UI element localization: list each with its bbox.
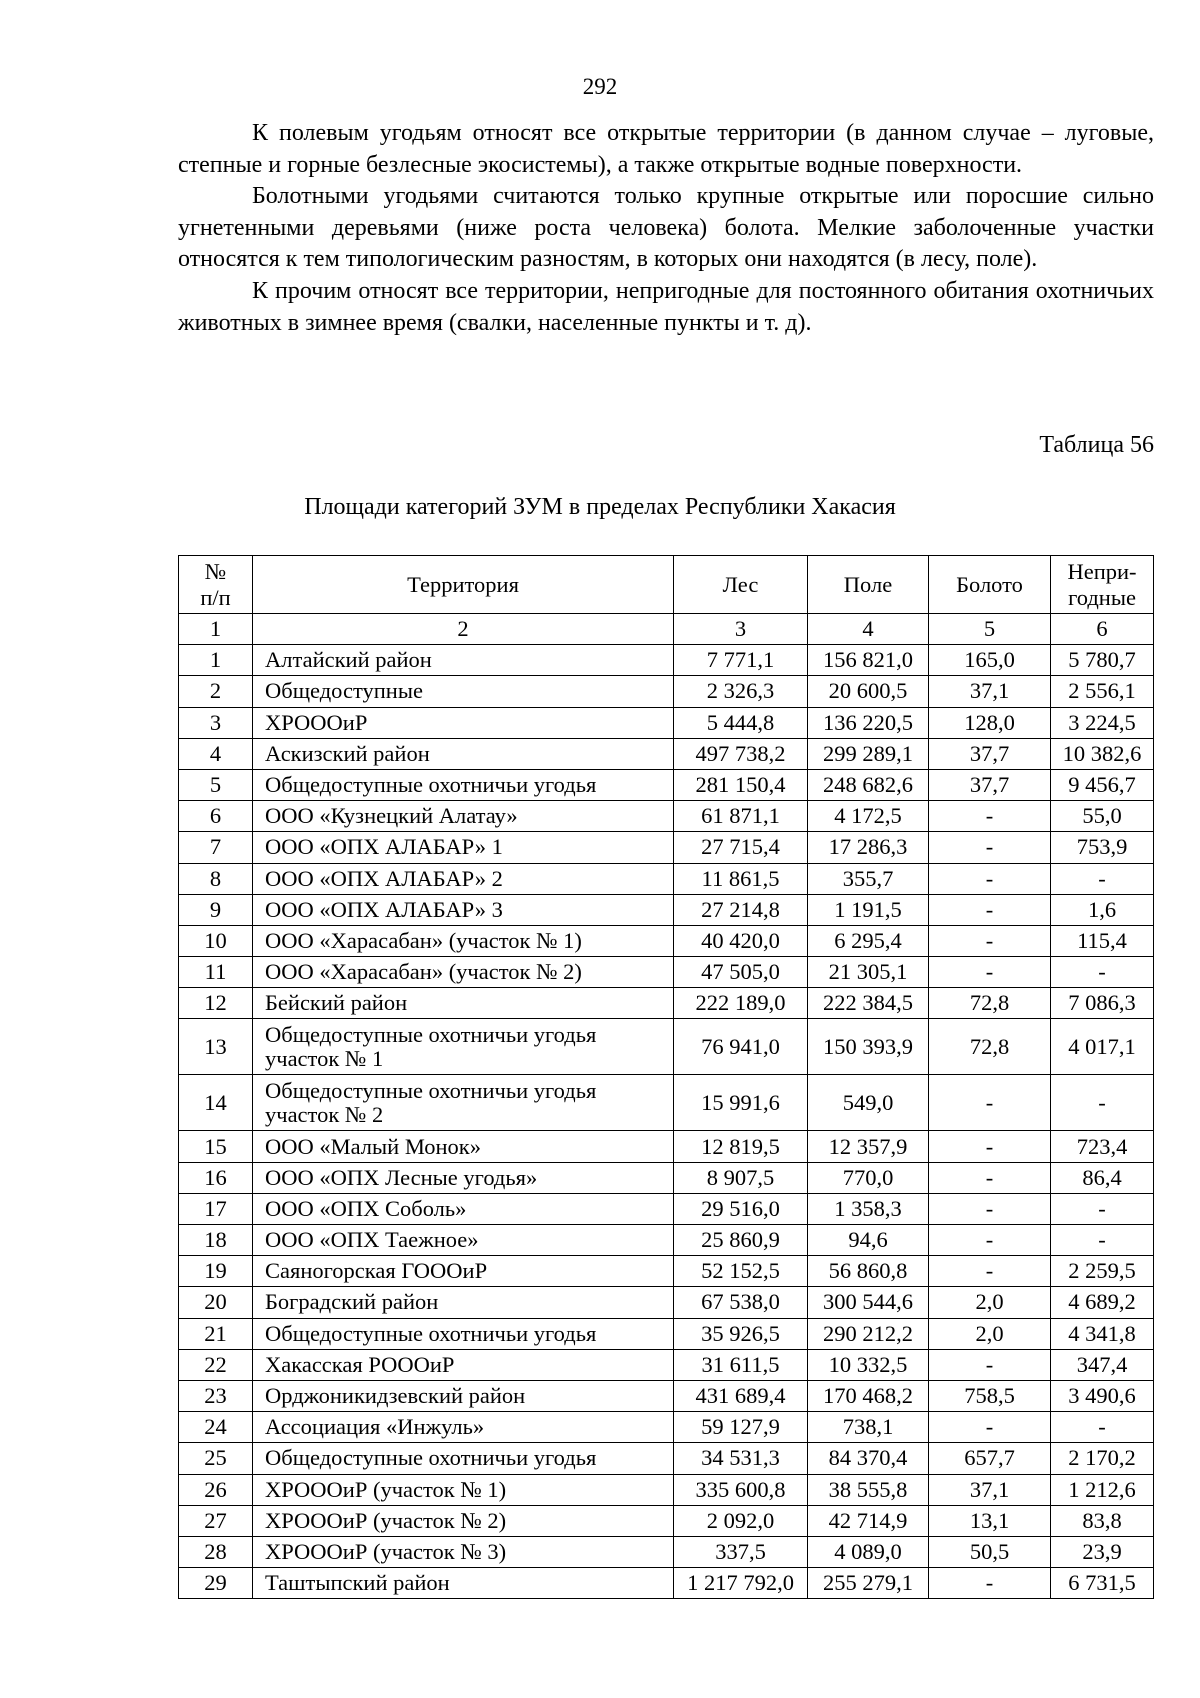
table-row	[179, 1075, 1154, 1131]
table-row	[179, 1536, 1154, 1567]
unsuitable-cell: 6 731,5	[1051, 1568, 1154, 1599]
swamp-cell: -	[929, 801, 1051, 832]
table-row	[179, 1505, 1154, 1536]
field-cell: 549,0	[808, 1075, 929, 1131]
table-row	[179, 1162, 1154, 1193]
table-row	[179, 988, 1154, 1019]
field-cell: 94,6	[808, 1225, 929, 1256]
row-number-cell: 22	[179, 1349, 253, 1380]
forest-cell: 337,5	[674, 1536, 808, 1567]
table-row	[179, 1568, 1154, 1599]
column-number: 4	[808, 614, 929, 645]
field-cell: 4 172,5	[808, 801, 929, 832]
unsuitable-cell: -	[1051, 957, 1154, 988]
territory-cell: ООО «ОПХ АЛАБАР» 2	[253, 863, 674, 894]
territory-cell: ООО «Харасабан» (участок № 2)	[253, 957, 674, 988]
swamp-cell: 758,5	[929, 1380, 1051, 1411]
unsuitable-cell: 55,0	[1051, 801, 1154, 832]
unsuitable-cell: 10 382,6	[1051, 738, 1154, 769]
swamp-cell: -	[929, 1131, 1051, 1162]
territory-cell: ООО «ОПХ АЛАБАР» 3	[253, 894, 674, 925]
swamp-cell: 37,1	[929, 1474, 1051, 1505]
territory-cell: ХРОООиР (участок № 3)	[253, 1536, 674, 1567]
field-cell: 21 305,1	[808, 957, 929, 988]
territory-cell: ХРОООиР	[253, 707, 674, 738]
row-number-cell: 19	[179, 1256, 253, 1287]
field-cell: 136 220,5	[808, 707, 929, 738]
table-row	[179, 707, 1154, 738]
unsuitable-cell: 7 086,3	[1051, 988, 1154, 1019]
table-row	[179, 1225, 1154, 1256]
territory-cell: ООО «ОПХ АЛАБАР» 1	[253, 832, 674, 863]
row-number-cell: 14	[179, 1075, 253, 1131]
unsuitable-cell: -	[1051, 1193, 1154, 1224]
row-number-cell: 23	[179, 1380, 253, 1411]
swamp-cell: 37,7	[929, 769, 1051, 800]
unsuitable-cell: 115,4	[1051, 925, 1154, 956]
field-cell: 290 212,2	[808, 1318, 929, 1349]
table-row	[179, 1019, 1154, 1075]
unsuitable-cell: 3 490,6	[1051, 1380, 1154, 1411]
forest-cell: 335 600,8	[674, 1474, 808, 1505]
field-cell: 20 600,5	[808, 676, 929, 707]
swamp-cell: -	[929, 1162, 1051, 1193]
territory-cell: Таштыпский район	[253, 1568, 674, 1599]
swamp-cell: 72,8	[929, 988, 1051, 1019]
table-row	[179, 1349, 1154, 1380]
forest-cell: 12 819,5	[674, 1131, 808, 1162]
body-text	[178, 118, 1154, 339]
row-number-cell: 26	[179, 1474, 253, 1505]
field-cell: 770,0	[808, 1162, 929, 1193]
swamp-cell: 72,8	[929, 1019, 1051, 1075]
swamp-cell: -	[929, 863, 1051, 894]
forest-cell: 431 689,4	[674, 1380, 808, 1411]
forest-cell: 35 926,5	[674, 1318, 808, 1349]
swamp-cell: -	[929, 1225, 1051, 1256]
territory-cell: Общедоступные	[253, 676, 674, 707]
territory-cell: ХРОООиР (участок № 2)	[253, 1505, 674, 1536]
paragraph: Болотными угодьями считаются только крупные открытые или поросшие сильно угнетенными деревьями (ниже роста человека) болота. Мелкие заболоченные участки относятся к тем типологическим разностям, в которых они находятся (в лесу, поле).	[178, 183, 1154, 273]
field-cell: 56 860,8	[808, 1256, 929, 1287]
table-row	[179, 1412, 1154, 1443]
field-cell: 355,7	[808, 863, 929, 894]
unsuitable-cell: 2 170,2	[1051, 1443, 1154, 1474]
territory-cell: Бейский район	[253, 988, 674, 1019]
forest-cell: 27 214,8	[674, 894, 808, 925]
header-number	[179, 556, 253, 614]
territory-cell: Саяногорская ГОООиР	[253, 1256, 674, 1287]
swamp-cell: 165,0	[929, 645, 1051, 676]
field-cell: 150 393,9	[808, 1019, 929, 1075]
unsuitable-cell: 1 212,6	[1051, 1474, 1154, 1505]
column-number: 5	[929, 614, 1051, 645]
field-cell: 1 358,3	[808, 1193, 929, 1224]
swamp-cell: -	[929, 1075, 1051, 1131]
table-row	[179, 738, 1154, 769]
header-forest: Лес	[674, 556, 808, 614]
forest-cell: 5 444,8	[674, 707, 808, 738]
row-number-cell: 12	[179, 988, 253, 1019]
row-number-cell: 7	[179, 832, 253, 863]
field-cell: 248 682,6	[808, 769, 929, 800]
table-row	[179, 1131, 1154, 1162]
table-row	[179, 1318, 1154, 1349]
row-number-cell: 17	[179, 1193, 253, 1224]
forest-cell: 15 991,6	[674, 1075, 808, 1131]
table-row	[179, 957, 1154, 988]
unsuitable-cell: 2 556,1	[1051, 676, 1154, 707]
column-number-row	[179, 614, 1154, 645]
unsuitable-cell: 723,4	[1051, 1131, 1154, 1162]
unsuitable-cell: 83,8	[1051, 1505, 1154, 1536]
forest-cell: 40 420,0	[674, 925, 808, 956]
unsuitable-cell: 4 689,2	[1051, 1287, 1154, 1318]
table-row	[179, 1287, 1154, 1318]
column-number: 3	[674, 614, 808, 645]
header-number-line-1: №	[204, 558, 227, 584]
column-number: 2	[253, 614, 674, 645]
field-cell: 299 289,1	[808, 738, 929, 769]
forest-cell: 52 152,5	[674, 1256, 808, 1287]
territory-cell: ООО «Харасабан» (участок № 1)	[253, 925, 674, 956]
unsuitable-cell: 23,9	[1051, 1536, 1154, 1567]
forest-cell: 47 505,0	[674, 957, 808, 988]
field-cell: 170 468,2	[808, 1380, 929, 1411]
unsuitable-cell: 753,9	[1051, 832, 1154, 863]
swamp-cell: 128,0	[929, 707, 1051, 738]
forest-cell: 31 611,5	[674, 1349, 808, 1380]
header-territory: Территория	[253, 556, 674, 614]
field-cell: 738,1	[808, 1412, 929, 1443]
forest-cell: 76 941,0	[674, 1019, 808, 1075]
forest-cell: 34 531,3	[674, 1443, 808, 1474]
swamp-cell: 50,5	[929, 1536, 1051, 1567]
header-unsuitable-line-2: годные	[1068, 584, 1136, 610]
territory-cell: ООО «ОПХ Соболь»	[253, 1193, 674, 1224]
territory-cell: ООО «Кузнецкий Алатау»	[253, 801, 674, 832]
row-number-cell: 18	[179, 1225, 253, 1256]
territory-cell: Ассоциация «Инжуль»	[253, 1412, 674, 1443]
row-number-cell: 4	[179, 738, 253, 769]
unsuitable-cell: 2 259,5	[1051, 1256, 1154, 1287]
territory-cell: Боградский район	[253, 1287, 674, 1318]
row-number-cell: 3	[179, 707, 253, 738]
unsuitable-cell: -	[1051, 1075, 1154, 1131]
field-cell: 1 191,5	[808, 894, 929, 925]
table-row	[179, 832, 1154, 863]
row-number-cell: 2	[179, 676, 253, 707]
territory-cell: Аскизский район	[253, 738, 674, 769]
row-number-cell: 5	[179, 769, 253, 800]
swamp-cell: -	[929, 1568, 1051, 1599]
forest-cell: 497 738,2	[674, 738, 808, 769]
swamp-cell: -	[929, 1349, 1051, 1380]
paragraph: К прочим относят все территории, непригодные для постоянного обитания охотничьих животных в зимнее время (свалки, населенные пункты и т. д).	[178, 277, 1154, 336]
swamp-cell: -	[929, 1193, 1051, 1224]
field-cell: 6 295,4	[808, 925, 929, 956]
row-number-cell: 21	[179, 1318, 253, 1349]
header-unsuitable	[1051, 556, 1154, 614]
table-row	[179, 1474, 1154, 1505]
territory-cell: ООО «ОПХ Таежное»	[253, 1225, 674, 1256]
table-row	[179, 1256, 1154, 1287]
forest-cell: 1 217 792,0	[674, 1568, 808, 1599]
table-row	[179, 1193, 1154, 1224]
row-number-cell: 27	[179, 1505, 253, 1536]
row-number-cell: 6	[179, 801, 253, 832]
swamp-cell: -	[929, 1256, 1051, 1287]
header-swamp: Болото	[929, 556, 1051, 614]
territory-cell: Алтайский район	[253, 645, 674, 676]
territory-cell: Общедоступные охотничьи угодья	[253, 1443, 674, 1474]
row-number-cell: 20	[179, 1287, 253, 1318]
unsuitable-cell: 1,6	[1051, 894, 1154, 925]
forest-cell: 25 860,9	[674, 1225, 808, 1256]
unsuitable-cell: 4 017,1	[1051, 1019, 1154, 1075]
territory-cell: ООО «ОПХ Лесные угодья»	[253, 1162, 674, 1193]
header-unsuitable-line-1: Непри-	[1067, 558, 1137, 584]
table-row	[179, 863, 1154, 894]
table-row	[179, 894, 1154, 925]
header-field: Поле	[808, 556, 929, 614]
field-cell: 156 821,0	[808, 645, 929, 676]
table-row	[179, 676, 1154, 707]
swamp-cell: 37,1	[929, 676, 1051, 707]
field-cell: 42 714,9	[808, 1505, 929, 1536]
forest-cell: 2 326,3	[674, 676, 808, 707]
table-row	[179, 645, 1154, 676]
forest-cell: 7 771,1	[674, 645, 808, 676]
forest-cell: 11 861,5	[674, 863, 808, 894]
table-row	[179, 925, 1154, 956]
swamp-cell: 2,0	[929, 1287, 1051, 1318]
forest-cell: 2 092,0	[674, 1505, 808, 1536]
field-cell: 222 384,5	[808, 988, 929, 1019]
field-cell: 300 544,6	[808, 1287, 929, 1318]
column-number: 1	[179, 614, 253, 645]
header-number-line-2: п/п	[200, 584, 231, 610]
row-number-cell: 25	[179, 1443, 253, 1474]
unsuitable-cell: 4 341,8	[1051, 1318, 1154, 1349]
unsuitable-cell: 5 780,7	[1051, 645, 1154, 676]
forest-cell: 61 871,1	[674, 801, 808, 832]
forest-cell: 222 189,0	[674, 988, 808, 1019]
row-number-cell: 1	[179, 645, 253, 676]
unsuitable-cell: -	[1051, 863, 1154, 894]
swamp-cell: 657,7	[929, 1443, 1051, 1474]
field-cell: 10 332,5	[808, 1349, 929, 1380]
table-title: Площади категорий ЗУМ в пределах Республики Хакасия	[304, 494, 896, 520]
field-cell: 17 286,3	[808, 832, 929, 863]
row-number-cell: 10	[179, 925, 253, 956]
row-number-cell: 16	[179, 1162, 253, 1193]
territory-cell: Общедоступные охотничьи угодья участок № 2	[253, 1075, 674, 1131]
unsuitable-cell: 3 224,5	[1051, 707, 1154, 738]
table-body	[179, 645, 1154, 1599]
paragraph: К полевым угодьям относят все открытые территории (в данном случае – луговые, степные и горные безлесные экосистемы), а также открытые водные поверхности.	[178, 120, 1154, 178]
territory-cell: Общедоступные охотничьи угодья	[253, 1318, 674, 1349]
unsuitable-cell: 347,4	[1051, 1349, 1154, 1380]
forest-cell: 281 150,4	[674, 769, 808, 800]
unsuitable-cell: 9 456,7	[1051, 769, 1154, 800]
field-cell: 4 089,0	[808, 1536, 929, 1567]
swamp-cell: 37,7	[929, 738, 1051, 769]
data-table	[178, 555, 1154, 1599]
table-number: Таблица 56	[1039, 432, 1154, 458]
table-row	[179, 1443, 1154, 1474]
territory-cell: Хакасская РОООиР	[253, 1349, 674, 1380]
field-cell: 255 279,1	[808, 1568, 929, 1599]
forest-cell: 29 516,0	[674, 1193, 808, 1224]
row-number-cell: 8	[179, 863, 253, 894]
forest-cell: 8 907,5	[674, 1162, 808, 1193]
territory-cell: Общедоступные охотничьи угодья	[253, 769, 674, 800]
row-number-cell: 24	[179, 1412, 253, 1443]
field-cell: 12 357,9	[808, 1131, 929, 1162]
territory-cell: ХРОООиР (участок № 1)	[253, 1474, 674, 1505]
row-number-cell: 9	[179, 894, 253, 925]
swamp-cell: -	[929, 1412, 1051, 1443]
row-number-cell: 29	[179, 1568, 253, 1599]
column-number: 6	[1051, 614, 1154, 645]
territory-cell: ООО «Малый Монок»	[253, 1131, 674, 1162]
unsuitable-cell: -	[1051, 1412, 1154, 1443]
page-number: 292	[582, 74, 618, 99]
territory-cell: Общедоступные охотничьи угодья участок № 1	[253, 1019, 674, 1075]
row-number-cell: 13	[179, 1019, 253, 1075]
swamp-cell: -	[929, 894, 1051, 925]
table-row	[179, 1380, 1154, 1411]
swamp-cell: 13,1	[929, 1505, 1051, 1536]
row-number-cell: 11	[179, 957, 253, 988]
table-row	[179, 769, 1154, 800]
forest-cell: 67 538,0	[674, 1287, 808, 1318]
forest-cell: 59 127,9	[674, 1412, 808, 1443]
row-number-cell: 28	[179, 1536, 253, 1567]
swamp-cell: 2,0	[929, 1318, 1051, 1349]
territory-cell: Орджоникидзевский район	[253, 1380, 674, 1411]
swamp-cell: -	[929, 832, 1051, 863]
swamp-cell: -	[929, 925, 1051, 956]
field-cell: 38 555,8	[808, 1474, 929, 1505]
swamp-cell: -	[929, 957, 1051, 988]
unsuitable-cell: -	[1051, 1225, 1154, 1256]
forest-cell: 27 715,4	[674, 832, 808, 863]
unsuitable-cell: 86,4	[1051, 1162, 1154, 1193]
header-row	[179, 556, 1154, 614]
table-row	[179, 801, 1154, 832]
row-number-cell: 15	[179, 1131, 253, 1162]
field-cell: 84 370,4	[808, 1443, 929, 1474]
